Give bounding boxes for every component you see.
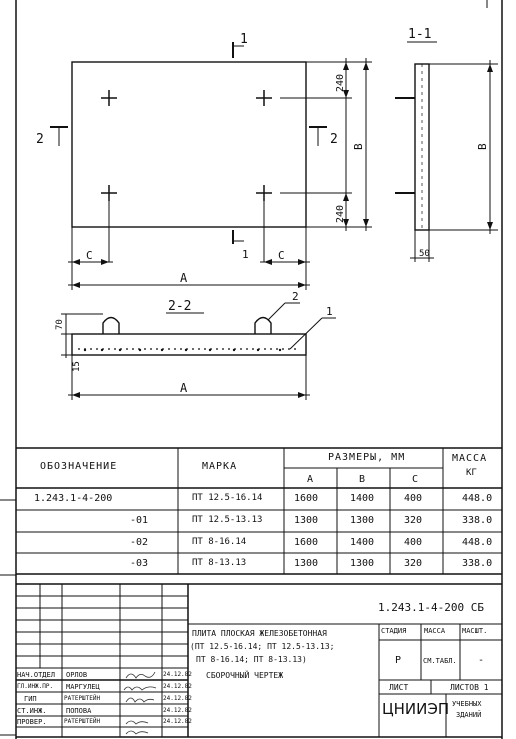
row-a: 1600 bbox=[294, 493, 319, 504]
dim-50: 50 bbox=[419, 249, 430, 259]
plan-outline bbox=[72, 62, 306, 227]
signature-date: 24.12.82 bbox=[163, 707, 192, 714]
table-header-mark: МАРКА bbox=[202, 461, 238, 472]
document-code: 1.243.1-4-200 СБ bbox=[378, 601, 484, 614]
row-mark: ПТ 12.5-13.13 bbox=[192, 515, 263, 525]
dim-b-side: B bbox=[476, 143, 489, 150]
scale-label: МАСШТ. bbox=[462, 627, 488, 635]
section2-title: 2-2 bbox=[168, 299, 192, 314]
row-designation: -01 bbox=[130, 515, 149, 526]
dim-15: 15 bbox=[72, 361, 82, 372]
dim-a-plan: A bbox=[180, 271, 188, 285]
table-header-a: А bbox=[307, 474, 314, 485]
signature-date: 24.12.82 bbox=[163, 671, 192, 678]
row-mark: ПТ 12.5-16.14 bbox=[192, 493, 263, 503]
mass-value: СМ.ТАБЛ. bbox=[423, 657, 457, 665]
callout-1: 1 bbox=[326, 305, 333, 318]
callout-2: 2 bbox=[292, 290, 299, 303]
row-mark: ПТ 8-16.14 bbox=[192, 537, 247, 547]
description-line-3: ПТ 8-16.14; ПТ 8-13.13) bbox=[196, 655, 307, 664]
description-line-1: ПЛИТА ПЛОСКАЯ ЖЕЛЕЗОБЕТОННАЯ bbox=[192, 629, 327, 638]
row-b: 1300 bbox=[350, 558, 375, 569]
row-c: 320 bbox=[404, 558, 423, 569]
row-c: 400 bbox=[404, 493, 423, 504]
dim-c-left: C bbox=[86, 249, 93, 262]
description-line-4: СБОРОЧНЫЙ ЧЕРТЕЖ bbox=[206, 671, 284, 680]
signature-role: ГИП bbox=[24, 695, 37, 703]
sheets-label: ЛИСТОВ 1 bbox=[450, 683, 489, 692]
signature-date: 24.12.82 bbox=[163, 718, 192, 725]
stage-label: СТАДИЯ bbox=[381, 627, 407, 635]
organization-name: ЦНИИЭП bbox=[382, 700, 450, 718]
row-mass: 338.0 bbox=[462, 515, 493, 526]
signature-name: РАТЕРШТЕЙН bbox=[64, 718, 101, 725]
signature-role: НАЧ.ОТДЕЛ bbox=[17, 671, 55, 679]
dim-c-right: C bbox=[278, 249, 285, 262]
section-outline bbox=[72, 334, 306, 355]
description-line-2: (ПТ 12.5-16.14; ПТ 12.5-13.13; bbox=[190, 642, 335, 651]
loop-crosses bbox=[101, 90, 272, 201]
row-c: 400 bbox=[404, 537, 423, 548]
section1-mark-bottom: 1 bbox=[242, 248, 249, 261]
signature-name: ОРЛОВ bbox=[66, 671, 88, 679]
row-b: 1400 bbox=[350, 537, 375, 548]
dim-240-top: 240 bbox=[335, 73, 346, 92]
signature-name: ПОПОВА bbox=[66, 707, 92, 715]
dim-b-plan: B bbox=[352, 143, 365, 150]
signature-date: 24.12.82 bbox=[163, 695, 192, 702]
table-header-mass: МАССА bbox=[452, 453, 488, 464]
scale-value: - bbox=[478, 655, 485, 666]
signature-marks bbox=[124, 672, 156, 734]
section1-title: 1-1 bbox=[408, 27, 432, 42]
row-mass: 448.0 bbox=[462, 537, 493, 548]
section1-mark-top: 1 bbox=[240, 32, 248, 47]
row-b: 1300 bbox=[350, 515, 375, 526]
section2-mark-left: 2 bbox=[36, 132, 44, 147]
organization-sub-2: ЗДАНИЙ bbox=[456, 711, 482, 719]
signature-role: СТ.ИНЖ. bbox=[17, 707, 47, 715]
sheet-label: ЛИСТ bbox=[389, 683, 409, 692]
signature-date: 24.12.82 bbox=[163, 683, 192, 690]
row-mark: ПТ 8-13.13 bbox=[192, 558, 247, 568]
dim-240-bottom: 240 bbox=[335, 204, 346, 223]
table-header-sizes: РАЗМЕРЫ, ММ bbox=[328, 452, 406, 463]
row-designation: 1.243.1-4-200 bbox=[34, 493, 113, 504]
row-mass: 448.0 bbox=[462, 493, 493, 504]
signature-name: МАРГУЛЕЦ bbox=[66, 683, 100, 691]
row-b: 1400 bbox=[350, 493, 375, 504]
table-header-designation: ОБОЗНАЧЕНИЕ bbox=[40, 461, 118, 472]
row-c: 320 bbox=[404, 515, 423, 526]
signature-name: РАТЕРШТЕЙН bbox=[64, 695, 101, 702]
row-a: 1300 bbox=[294, 515, 319, 526]
dim-a-section: A bbox=[180, 381, 188, 395]
row-a: 1600 bbox=[294, 537, 319, 548]
section2-mark-right: 2 bbox=[330, 132, 338, 147]
signature-role: ПРОВЕР. bbox=[17, 718, 47, 726]
signature-role: ГЛ.ИНЖ.ПР. bbox=[17, 683, 54, 690]
dim-70: 70 bbox=[55, 319, 65, 330]
organization-sub-1: УЧЕБНЫХ bbox=[452, 700, 482, 708]
table-header-c: С bbox=[412, 474, 419, 485]
row-designation: -02 bbox=[130, 537, 149, 548]
row-designation: -03 bbox=[130, 558, 149, 569]
rebar-dots bbox=[84, 349, 281, 351]
row-a: 1300 bbox=[294, 558, 319, 569]
row-mass: 338.0 bbox=[462, 558, 493, 569]
mass-label: МАССА bbox=[424, 627, 446, 635]
stage-value: Р bbox=[395, 655, 402, 666]
table-header-mass-unit: КГ bbox=[466, 468, 477, 478]
table-header-b: В bbox=[359, 474, 366, 485]
